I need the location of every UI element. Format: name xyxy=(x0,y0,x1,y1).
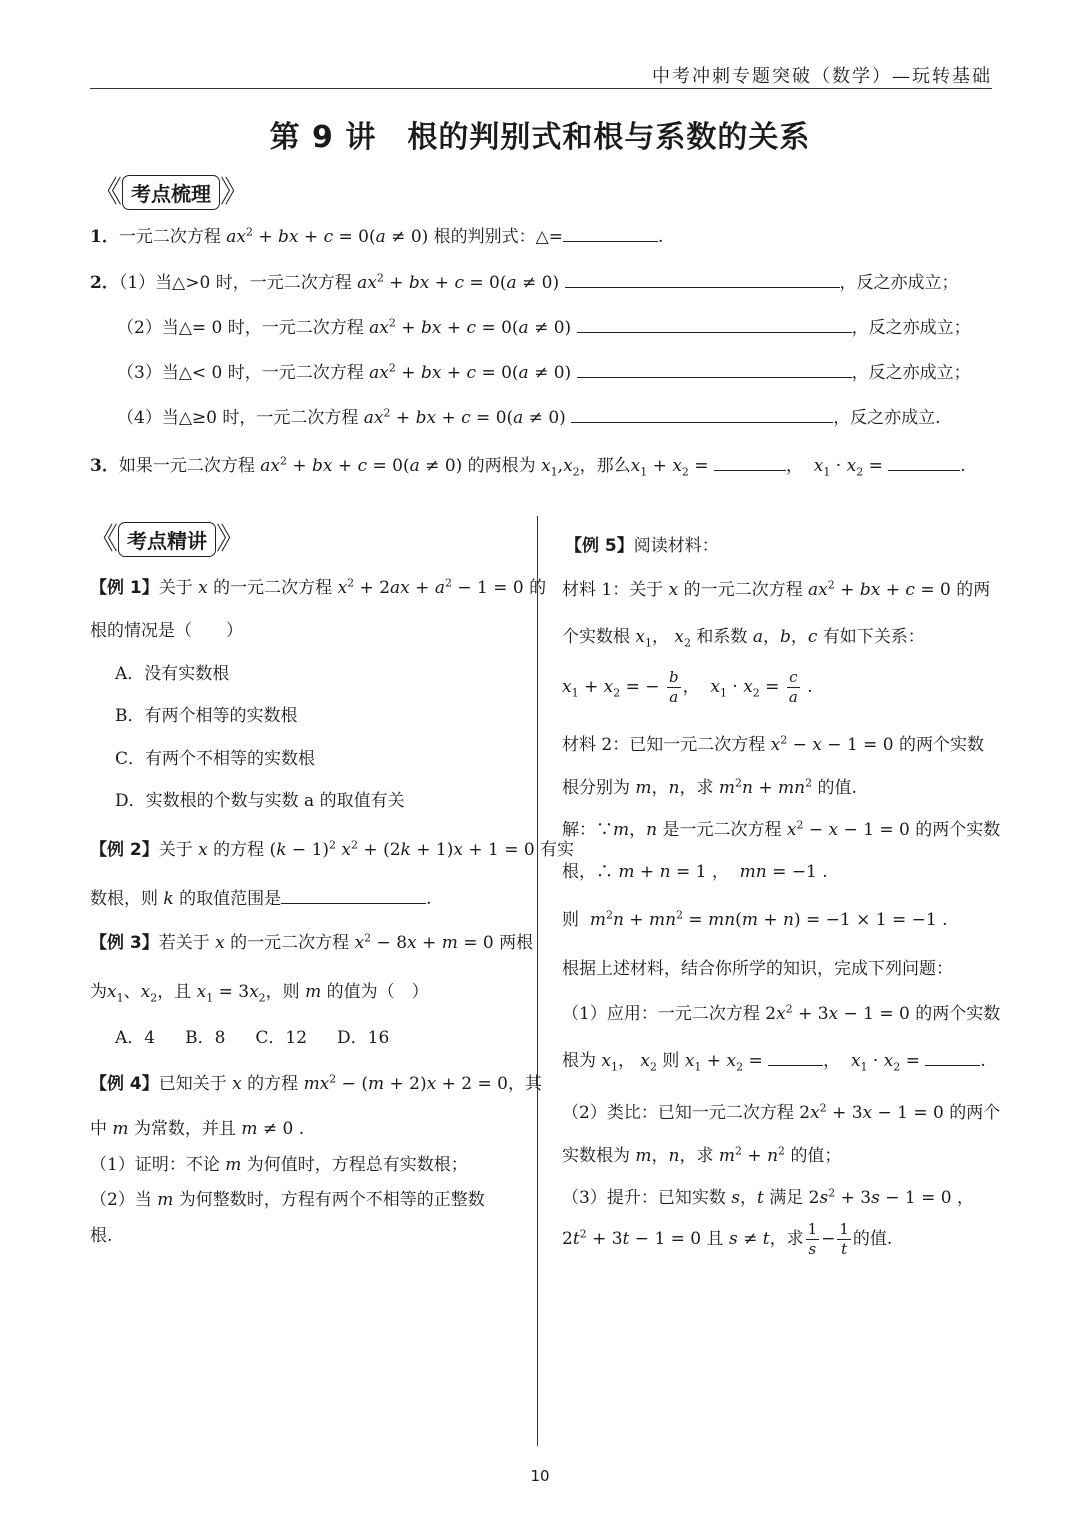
example-5-solution-line2: 根，∴ m + n = 1 ， mn = −1 . xyxy=(562,862,828,882)
example-5-material1-line2: 个实数根 $x_1$， $x_2$ 和系数 a，b，c 有如下关系： xyxy=(562,627,925,650)
example-1-option-a: A．没有实数根 xyxy=(115,664,230,684)
example-5-material2-line2: 根分别为 m，n，求 $m^2n + mn^2$ 的值. xyxy=(562,776,857,798)
column-divider xyxy=(537,516,538,1446)
example-5-solution-line3: 则 $m^2n + mn^2 = mn(m + n) = -1 \times 1 = -1$ . xyxy=(562,908,948,930)
example-5-part3-line1: （3）提升：已知实数 s，t 满足 $2s^2 + 3s - 1 = 0$ ， xyxy=(562,1186,974,1208)
example-1-line2: 根的情况是（ ） xyxy=(90,621,243,641)
example-1-option-b: B．有两个相等的实数根 xyxy=(115,706,298,726)
example-5-heading: 【例 5】阅读材料： xyxy=(565,536,719,556)
review-q2-2: （2）当△= 0 时，一元二次方程 $ax^2$ + bx + c = 0(a ≠ 0) ，反之亦成立； xyxy=(117,316,971,338)
page-title: 第 9 讲 根的判别式和根与系数的关系 xyxy=(269,120,811,155)
review-q2-4: （4）当△≥0 时，一元二次方程 $ax^2$ + bx + c = 0(a ≠ 0) ，反之亦成立. xyxy=(117,406,941,428)
section-detail-label: 考点精讲 xyxy=(118,522,216,557)
running-header: 中考冲刺专题突破（数学）—玩转基础 xyxy=(652,66,992,87)
example-1-line1: 【例 1】关于 x 的一元二次方程 $x^2 + 2ax + a^2 - 1 = 0$ 的 xyxy=(90,576,547,598)
example-5-material2-line1: 材料 2：已知一元二次方程 $x^2 - x - 1 = 0$ 的两个实数 xyxy=(562,733,985,755)
review-q2-1: 2．（1）当△>0 时，一元二次方程 $ax^2$ + bx + c = 0(a ≠ 0) ，反之亦成立； xyxy=(90,271,959,293)
example-5-prompt: 根据上述材料，结合你所学的知识，完成下列问题： xyxy=(562,959,953,979)
example-4-line1: 【例 4】已知关于 x 的方程 $mx^2 - (m + 2)x + 2 = 0$，其 xyxy=(90,1072,542,1094)
left-bracket-icon: 《 xyxy=(92,174,122,210)
example-3-options: A．4 B．8 C．12 D．16 xyxy=(115,1028,390,1048)
example-4-part1: （1）证明：不论 m 为何值时，方程总有实数根； xyxy=(90,1155,468,1175)
right-bracket-icon: 》 xyxy=(220,174,250,210)
example-5-material1-line1: 材料 1：关于 x 的一元二次方程 $ax^2$ + bx + c = 0 的两 xyxy=(562,578,991,600)
example-4-part2: （2）当 m 为何整数时，方程有两个不相等的正整数 xyxy=(90,1190,485,1210)
page-number: 10 xyxy=(530,1467,550,1485)
example-2-line1: 【例 2】关于 x 的方程 $(k - 1)^2$ $x^2 + (2k + 1)x + 1 = 0$ 有实 xyxy=(90,838,575,860)
example-1-option-c: C．有两个不相等的实数根 xyxy=(115,749,316,769)
example-1-option-d: D．实数根的个数与实数 a 的取值有关 xyxy=(115,791,405,811)
example-5-part1-line2: 根为 $x_1$， $x_2$ 则 $x_1 + x_2$ = ， $x_1 \cdot x_2$ = . xyxy=(562,1051,986,1074)
review-q1: 1．一元二次方程 $ax^2$ + bx + c = 0(a ≠ 0) 根的判别式：△= . xyxy=(90,225,664,247)
review-q3: 3．如果一元二次方程 $ax^2$ + bx + c = 0(a ≠ 0) 的两根为 $x_1,x_2$，那么$x_1 + x_2$ = ， $x_1 \cdot x_2$ = . xyxy=(90,454,966,479)
header-rule xyxy=(90,88,992,89)
section-detail-heading xyxy=(88,522,246,557)
example-5-part3-line2: $2t^2 + 3t - 1 = 0$ 且 s ≠ t，求 $\frac{1}{s}$ − $\frac{1}{t}$ 的值. xyxy=(562,1220,893,1258)
left-bracket-icon: 《 xyxy=(88,521,118,557)
example-3-line2: 为$x_1$、$x_2$，且 $x_1 = 3x_2$，则 m 的值为（ ） xyxy=(90,982,429,1005)
example-5-vieta-formula: $x_1 + x_2$ = − $\frac{b}{a}$ ， $x_1 \cdot x_2$ = $\frac{c}{a}$ . xyxy=(562,668,813,706)
section-review-heading xyxy=(92,175,250,210)
example-4-part2-end: 根. xyxy=(90,1226,113,1246)
review-q2-3: （3）当△< 0 时，一元二次方程 $ax^2$ + bx + c = 0(a ≠ 0) ，反之亦成立； xyxy=(117,361,971,383)
example-5-part1-line1: （1）应用：一元二次方程 $2x^2 + 3x - 1 = 0$ 的两个实数 xyxy=(562,1002,1001,1024)
example-4-line2: 中 m 为常数，并且 m ≠ 0 . xyxy=(90,1119,305,1139)
section-review-label: 考点梳理 xyxy=(122,175,220,210)
example-5-solution-line1: 解：∵m，n 是一元二次方程 $x^2 - x - 1 = 0$ 的两个实数 xyxy=(562,818,1001,840)
example-5-part2-line1: （2）类比：已知一元二次方程 $2x^2 + 3x - 1 = 0$ 的两个 xyxy=(562,1101,1001,1123)
example-5-part2-line2: 实数根为 m，n，求 $m^2 + n^2$ 的值； xyxy=(562,1144,842,1166)
example-2-line2: 数根，则 k 的取值范围是 . xyxy=(90,889,432,909)
right-bracket-icon: 》 xyxy=(216,521,246,557)
example-3-line1: 【例 3】若关于 x 的一元二次方程 $x^2 - 8x + m = 0$ 两根 xyxy=(90,931,534,953)
